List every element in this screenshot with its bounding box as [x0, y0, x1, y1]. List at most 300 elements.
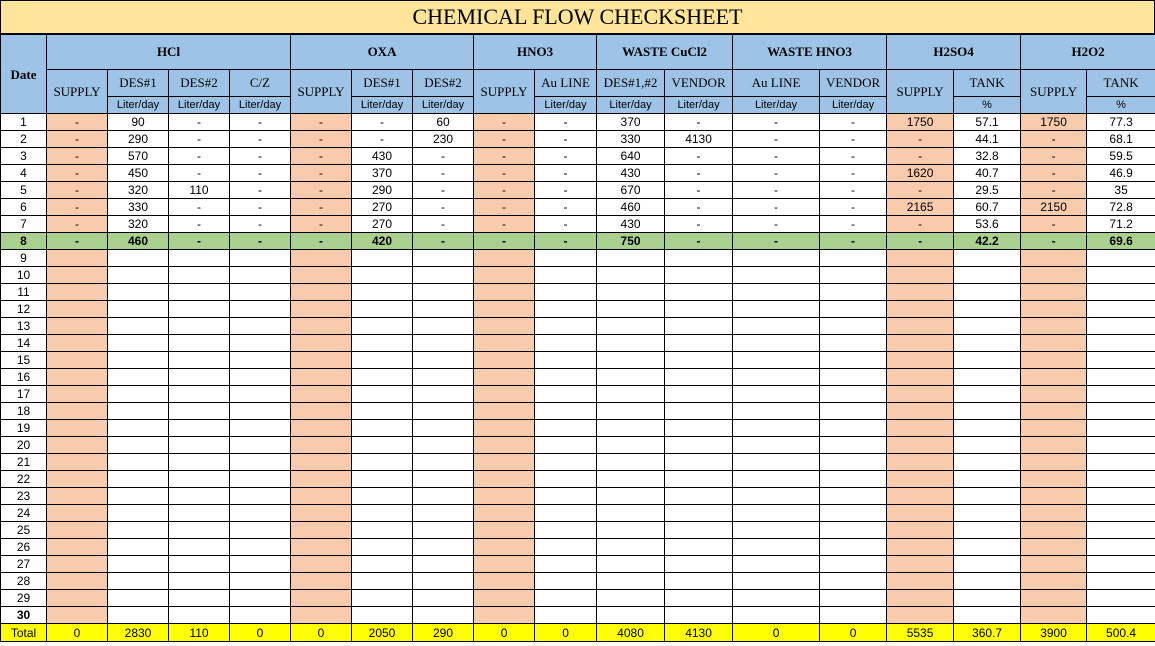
data-cell[interactable]: 450: [108, 165, 169, 182]
data-cell[interactable]: [733, 607, 820, 624]
data-cell[interactable]: [291, 267, 352, 284]
data-cell[interactable]: [291, 318, 352, 335]
data-cell[interactable]: -: [169, 131, 230, 148]
data-cell[interactable]: [665, 607, 733, 624]
data-cell[interactable]: 72.8: [1087, 199, 1155, 216]
data-cell[interactable]: [474, 539, 535, 556]
data-cell[interactable]: [820, 318, 887, 335]
data-cell[interactable]: [474, 488, 535, 505]
data-cell[interactable]: [665, 284, 733, 301]
data-cell[interactable]: [169, 454, 230, 471]
data-cell[interactable]: [230, 335, 291, 352]
data-cell[interactable]: 430: [597, 165, 665, 182]
data-cell[interactable]: [352, 471, 413, 488]
data-cell[interactable]: [47, 522, 108, 539]
data-cell[interactable]: [954, 335, 1021, 352]
data-cell[interactable]: [474, 556, 535, 573]
data-cell[interactable]: [108, 250, 169, 267]
data-cell[interactable]: [474, 284, 535, 301]
data-cell[interactable]: [954, 267, 1021, 284]
data-cell[interactable]: 230: [413, 131, 474, 148]
data-cell[interactable]: -: [733, 148, 820, 165]
data-cell[interactable]: [352, 352, 413, 369]
data-cell[interactable]: [169, 352, 230, 369]
data-cell[interactable]: [291, 369, 352, 386]
data-cell[interactable]: [665, 352, 733, 369]
data-cell[interactable]: -: [291, 199, 352, 216]
data-cell[interactable]: [733, 403, 820, 420]
data-cell[interactable]: 40.7: [954, 165, 1021, 182]
date-cell[interactable]: 3: [1, 148, 47, 165]
data-cell[interactable]: 330: [597, 131, 665, 148]
data-cell[interactable]: [474, 267, 535, 284]
data-cell[interactable]: [665, 556, 733, 573]
data-cell[interactable]: [820, 522, 887, 539]
data-cell[interactable]: [1021, 250, 1087, 267]
data-cell[interactable]: [291, 454, 352, 471]
data-cell[interactable]: 270: [352, 199, 413, 216]
data-cell[interactable]: [733, 437, 820, 454]
data-cell[interactable]: [665, 471, 733, 488]
data-cell[interactable]: [820, 454, 887, 471]
data-cell[interactable]: [108, 556, 169, 573]
data-cell[interactable]: [230, 471, 291, 488]
data-cell[interactable]: [820, 556, 887, 573]
data-cell[interactable]: [954, 403, 1021, 420]
data-cell[interactable]: [820, 284, 887, 301]
data-cell[interactable]: 110: [169, 182, 230, 199]
date-cell[interactable]: 4: [1, 165, 47, 182]
data-cell[interactable]: [820, 335, 887, 352]
data-cell[interactable]: [887, 539, 954, 556]
date-cell[interactable]: 15: [1, 352, 47, 369]
data-cell[interactable]: [108, 369, 169, 386]
data-cell[interactable]: [820, 403, 887, 420]
data-cell[interactable]: [1087, 267, 1155, 284]
data-cell[interactable]: 370: [352, 165, 413, 182]
data-cell[interactable]: [1021, 403, 1087, 420]
date-cell[interactable]: 13: [1, 318, 47, 335]
data-cell[interactable]: [535, 369, 597, 386]
date-cell[interactable]: 2: [1, 131, 47, 148]
data-cell[interactable]: [108, 437, 169, 454]
date-cell[interactable]: 14: [1, 335, 47, 352]
data-cell[interactable]: -: [291, 233, 352, 250]
data-cell[interactable]: [597, 522, 665, 539]
data-cell[interactable]: [535, 318, 597, 335]
data-cell[interactable]: [597, 420, 665, 437]
data-cell[interactable]: 71.2: [1087, 216, 1155, 233]
data-cell[interactable]: [169, 607, 230, 624]
data-cell[interactable]: 640: [597, 148, 665, 165]
data-cell[interactable]: [535, 420, 597, 437]
data-cell[interactable]: [352, 488, 413, 505]
data-cell[interactable]: [352, 539, 413, 556]
data-cell[interactable]: [230, 488, 291, 505]
data-cell[interactable]: -: [820, 114, 887, 131]
data-cell[interactable]: [291, 471, 352, 488]
data-cell[interactable]: [413, 420, 474, 437]
data-cell[interactable]: [887, 573, 954, 590]
data-cell[interactable]: -: [230, 182, 291, 199]
data-cell[interactable]: [535, 471, 597, 488]
data-cell[interactable]: [1021, 352, 1087, 369]
date-cell[interactable]: 10: [1, 267, 47, 284]
data-cell[interactable]: -: [47, 131, 108, 148]
data-cell[interactable]: [47, 590, 108, 607]
date-cell[interactable]: 1: [1, 114, 47, 131]
data-cell[interactable]: [352, 505, 413, 522]
data-cell[interactable]: [597, 573, 665, 590]
data-cell[interactable]: -: [413, 182, 474, 199]
data-cell[interactable]: [820, 437, 887, 454]
data-cell[interactable]: [887, 454, 954, 471]
data-cell[interactable]: [169, 471, 230, 488]
data-cell[interactable]: 60.7: [954, 199, 1021, 216]
data-cell[interactable]: [169, 488, 230, 505]
data-cell[interactable]: -: [1021, 216, 1087, 233]
data-cell[interactable]: [474, 607, 535, 624]
data-cell[interactable]: [1087, 573, 1155, 590]
data-cell[interactable]: -: [1021, 165, 1087, 182]
data-cell[interactable]: [733, 573, 820, 590]
data-cell[interactable]: [597, 471, 665, 488]
data-cell[interactable]: [47, 267, 108, 284]
data-cell[interactable]: [352, 250, 413, 267]
data-cell[interactable]: [820, 267, 887, 284]
data-cell[interactable]: [1021, 505, 1087, 522]
data-cell[interactable]: -: [413, 148, 474, 165]
data-cell[interactable]: [597, 386, 665, 403]
data-cell[interactable]: [230, 454, 291, 471]
data-cell[interactable]: -: [820, 165, 887, 182]
data-cell[interactable]: [1087, 539, 1155, 556]
data-cell[interactable]: 32.8: [954, 148, 1021, 165]
data-cell[interactable]: [169, 250, 230, 267]
data-cell[interactable]: [665, 488, 733, 505]
data-cell[interactable]: [733, 522, 820, 539]
data-cell[interactable]: 42.2: [954, 233, 1021, 250]
data-cell[interactable]: -: [887, 216, 954, 233]
data-cell[interactable]: [535, 301, 597, 318]
data-cell[interactable]: [169, 386, 230, 403]
data-cell[interactable]: [733, 488, 820, 505]
data-cell[interactable]: [535, 573, 597, 590]
data-cell[interactable]: [474, 352, 535, 369]
data-cell[interactable]: [954, 505, 1021, 522]
data-cell[interactable]: -: [820, 131, 887, 148]
data-cell[interactable]: [535, 454, 597, 471]
data-cell[interactable]: [1021, 471, 1087, 488]
data-cell[interactable]: -: [535, 148, 597, 165]
data-cell[interactable]: [291, 488, 352, 505]
data-cell[interactable]: 270: [352, 216, 413, 233]
data-cell[interactable]: [108, 403, 169, 420]
data-cell[interactable]: [1021, 437, 1087, 454]
data-cell[interactable]: 330: [108, 199, 169, 216]
data-cell[interactable]: [887, 437, 954, 454]
date-cell[interactable]: 26: [1, 539, 47, 556]
data-cell[interactable]: -: [1021, 233, 1087, 250]
data-cell[interactable]: [169, 573, 230, 590]
data-cell[interactable]: [597, 403, 665, 420]
data-cell[interactable]: [597, 590, 665, 607]
data-cell[interactable]: [954, 539, 1021, 556]
data-cell[interactable]: -: [47, 114, 108, 131]
data-cell[interactable]: [1021, 267, 1087, 284]
data-cell[interactable]: [352, 335, 413, 352]
data-cell[interactable]: 320: [108, 216, 169, 233]
data-cell[interactable]: [108, 301, 169, 318]
data-cell[interactable]: [291, 403, 352, 420]
data-cell[interactable]: [733, 318, 820, 335]
data-cell[interactable]: [230, 505, 291, 522]
data-cell[interactable]: [535, 505, 597, 522]
data-cell[interactable]: [887, 420, 954, 437]
data-cell[interactable]: [291, 250, 352, 267]
data-cell[interactable]: [665, 403, 733, 420]
data-cell[interactable]: [352, 318, 413, 335]
data-cell[interactable]: [474, 369, 535, 386]
data-cell[interactable]: [1021, 539, 1087, 556]
date-cell[interactable]: 11: [1, 284, 47, 301]
data-cell[interactable]: [108, 522, 169, 539]
data-cell[interactable]: [887, 369, 954, 386]
data-cell[interactable]: [733, 267, 820, 284]
data-cell[interactable]: -: [733, 216, 820, 233]
data-cell[interactable]: [413, 539, 474, 556]
data-cell[interactable]: [597, 539, 665, 556]
data-cell[interactable]: -: [1021, 131, 1087, 148]
data-cell[interactable]: [474, 420, 535, 437]
data-cell[interactable]: [291, 437, 352, 454]
data-cell[interactable]: -: [291, 148, 352, 165]
data-cell[interactable]: [887, 471, 954, 488]
data-cell[interactable]: 1750: [1021, 114, 1087, 131]
data-cell[interactable]: -: [352, 131, 413, 148]
data-cell[interactable]: [954, 284, 1021, 301]
data-cell[interactable]: [169, 318, 230, 335]
data-cell[interactable]: [352, 301, 413, 318]
data-cell[interactable]: -: [352, 114, 413, 131]
data-cell[interactable]: -: [47, 199, 108, 216]
data-cell[interactable]: [887, 318, 954, 335]
data-cell[interactable]: [474, 318, 535, 335]
date-cell[interactable]: 24: [1, 505, 47, 522]
data-cell[interactable]: [1087, 556, 1155, 573]
data-cell[interactable]: [733, 369, 820, 386]
date-cell[interactable]: 5: [1, 182, 47, 199]
data-cell[interactable]: -: [733, 199, 820, 216]
data-cell[interactable]: [169, 284, 230, 301]
data-cell[interactable]: [230, 250, 291, 267]
date-cell[interactable]: 30: [1, 607, 47, 624]
data-cell[interactable]: [887, 284, 954, 301]
data-cell[interactable]: [820, 369, 887, 386]
data-cell[interactable]: -: [230, 233, 291, 250]
data-cell[interactable]: -: [535, 233, 597, 250]
data-cell[interactable]: -: [230, 131, 291, 148]
data-cell[interactable]: [291, 352, 352, 369]
data-cell[interactable]: [954, 318, 1021, 335]
data-cell[interactable]: -: [733, 165, 820, 182]
data-cell[interactable]: [47, 250, 108, 267]
data-cell[interactable]: [820, 301, 887, 318]
date-cell[interactable]: 27: [1, 556, 47, 573]
data-cell[interactable]: [169, 301, 230, 318]
data-cell[interactable]: [413, 335, 474, 352]
date-cell[interactable]: 19: [1, 420, 47, 437]
data-cell[interactable]: -: [413, 199, 474, 216]
data-cell[interactable]: [291, 573, 352, 590]
data-cell[interactable]: [1087, 454, 1155, 471]
data-cell[interactable]: [1087, 318, 1155, 335]
date-cell[interactable]: 22: [1, 471, 47, 488]
data-cell[interactable]: [230, 556, 291, 573]
data-cell[interactable]: -: [169, 165, 230, 182]
data-cell[interactable]: -: [535, 216, 597, 233]
data-cell[interactable]: [47, 471, 108, 488]
data-cell[interactable]: [169, 437, 230, 454]
data-cell[interactable]: [1087, 250, 1155, 267]
data-cell[interactable]: [291, 301, 352, 318]
data-cell[interactable]: [474, 505, 535, 522]
data-cell[interactable]: [108, 318, 169, 335]
data-cell[interactable]: 90: [108, 114, 169, 131]
data-cell[interactable]: [474, 454, 535, 471]
data-cell[interactable]: [413, 267, 474, 284]
data-cell[interactable]: [47, 352, 108, 369]
data-cell[interactable]: [665, 437, 733, 454]
data-cell[interactable]: [1087, 301, 1155, 318]
data-cell[interactable]: -: [887, 233, 954, 250]
data-cell[interactable]: [887, 488, 954, 505]
data-cell[interactable]: [1021, 522, 1087, 539]
data-cell[interactable]: -: [291, 216, 352, 233]
data-cell[interactable]: [47, 454, 108, 471]
data-cell[interactable]: [1087, 335, 1155, 352]
data-cell[interactable]: -: [169, 114, 230, 131]
data-cell[interactable]: [1087, 522, 1155, 539]
data-cell[interactable]: 290: [352, 182, 413, 199]
data-cell[interactable]: [169, 335, 230, 352]
data-cell[interactable]: [954, 369, 1021, 386]
data-cell[interactable]: [474, 386, 535, 403]
data-cell[interactable]: [665, 420, 733, 437]
data-cell[interactable]: -: [47, 233, 108, 250]
data-cell[interactable]: [352, 386, 413, 403]
data-cell[interactable]: [230, 437, 291, 454]
data-cell[interactable]: [954, 573, 1021, 590]
data-cell[interactable]: [413, 301, 474, 318]
data-cell[interactable]: [474, 437, 535, 454]
data-cell[interactable]: 670: [597, 182, 665, 199]
data-cell[interactable]: 370: [597, 114, 665, 131]
data-cell[interactable]: [47, 505, 108, 522]
data-cell[interactable]: [887, 403, 954, 420]
data-cell[interactable]: -: [535, 199, 597, 216]
data-cell[interactable]: [108, 335, 169, 352]
data-cell[interactable]: [169, 505, 230, 522]
data-cell[interactable]: [413, 250, 474, 267]
date-cell[interactable]: 9: [1, 250, 47, 267]
data-cell[interactable]: [1087, 471, 1155, 488]
data-cell[interactable]: [47, 556, 108, 573]
data-cell[interactable]: -: [665, 199, 733, 216]
data-cell[interactable]: [665, 335, 733, 352]
data-cell[interactable]: [954, 488, 1021, 505]
data-cell[interactable]: 2165: [887, 199, 954, 216]
data-cell[interactable]: [954, 437, 1021, 454]
data-cell[interactable]: -: [291, 165, 352, 182]
data-cell[interactable]: [108, 590, 169, 607]
data-cell[interactable]: -: [474, 182, 535, 199]
data-cell[interactable]: 430: [597, 216, 665, 233]
data-cell[interactable]: [169, 267, 230, 284]
data-cell[interactable]: -: [665, 148, 733, 165]
data-cell[interactable]: 2150: [1021, 199, 1087, 216]
data-cell[interactable]: [733, 454, 820, 471]
data-cell[interactable]: [733, 505, 820, 522]
date-cell[interactable]: 20: [1, 437, 47, 454]
data-cell[interactable]: [352, 284, 413, 301]
data-cell[interactable]: [733, 420, 820, 437]
data-cell[interactable]: 29.5: [954, 182, 1021, 199]
data-cell[interactable]: [108, 267, 169, 284]
data-cell[interactable]: [47, 488, 108, 505]
data-cell[interactable]: [954, 522, 1021, 539]
data-cell[interactable]: [352, 607, 413, 624]
data-cell[interactable]: 320: [108, 182, 169, 199]
data-cell[interactable]: -: [665, 233, 733, 250]
data-cell[interactable]: -: [887, 148, 954, 165]
data-cell[interactable]: [474, 590, 535, 607]
data-cell[interactable]: [230, 386, 291, 403]
data-cell[interactable]: [954, 556, 1021, 573]
date-cell[interactable]: 17: [1, 386, 47, 403]
data-cell[interactable]: [352, 403, 413, 420]
data-cell[interactable]: [230, 284, 291, 301]
data-cell[interactable]: -: [474, 199, 535, 216]
data-cell[interactable]: 430: [352, 148, 413, 165]
data-cell[interactable]: 77.3: [1087, 114, 1155, 131]
data-cell[interactable]: [887, 335, 954, 352]
data-cell[interactable]: [597, 505, 665, 522]
data-cell[interactable]: [733, 539, 820, 556]
data-cell[interactable]: 46.9: [1087, 165, 1155, 182]
data-cell[interactable]: [169, 522, 230, 539]
data-cell[interactable]: [474, 301, 535, 318]
data-cell[interactable]: -: [1021, 182, 1087, 199]
data-cell[interactable]: [535, 522, 597, 539]
data-cell[interactable]: [820, 352, 887, 369]
data-cell[interactable]: [352, 454, 413, 471]
data-cell[interactable]: [597, 335, 665, 352]
data-cell[interactable]: [108, 488, 169, 505]
data-cell[interactable]: [169, 403, 230, 420]
data-cell[interactable]: 460: [108, 233, 169, 250]
data-cell[interactable]: [733, 250, 820, 267]
data-cell[interactable]: [1087, 386, 1155, 403]
data-cell[interactable]: [535, 403, 597, 420]
data-cell[interactable]: [47, 573, 108, 590]
data-cell[interactable]: [108, 454, 169, 471]
data-cell[interactable]: [47, 607, 108, 624]
data-cell[interactable]: 53.6: [954, 216, 1021, 233]
data-cell[interactable]: [413, 386, 474, 403]
data-cell[interactable]: [413, 454, 474, 471]
data-cell[interactable]: -: [535, 114, 597, 131]
